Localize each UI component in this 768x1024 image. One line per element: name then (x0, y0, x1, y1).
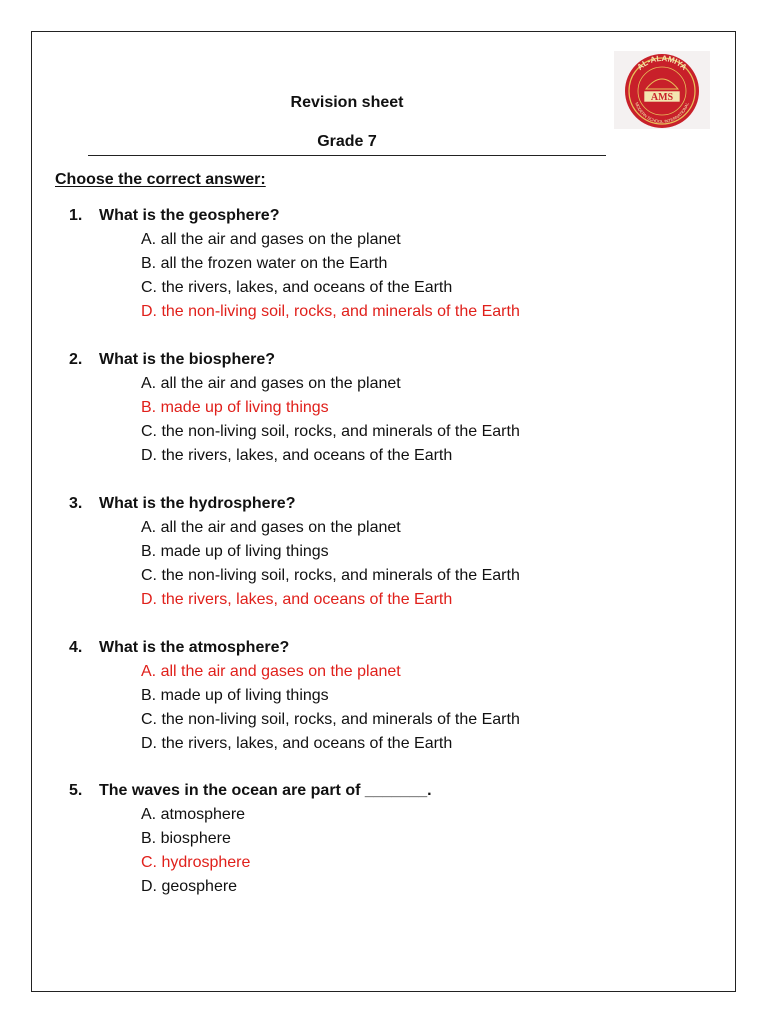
correct-answer-option: D. the non-living soil, rocks, and minerals of the Earth (141, 303, 520, 320)
logo-top-text: AL-ALAMIYA (635, 53, 689, 72)
question-number: 2. (69, 351, 83, 368)
answer-option: A. all the air and gases on the planet (141, 375, 401, 392)
answer-option: A. all the air and gases on the planet (141, 231, 401, 248)
answer-option: C. the rivers, lakes, and oceans of the Earth (141, 279, 453, 296)
question-text: What is the biosphere? (99, 351, 276, 368)
question-number: 5. (69, 782, 83, 799)
correct-answer-option: B. made up of living things (141, 399, 329, 416)
answer-option: D. geosphere (141, 878, 238, 895)
question-text: The waves in the ocean are part of _______. (99, 782, 432, 799)
correct-answer-option: A. all the air and gases on the planet (141, 663, 401, 680)
question-number: 4. (69, 639, 83, 656)
logo-bottom-text: MODERN SCHOOL INTERNATIONAL (634, 101, 690, 125)
question-number: 3. (69, 495, 83, 512)
answer-option: C. the non-living soil, rocks, and minerals of the Earth (141, 567, 520, 584)
answer-option: D. the rivers, lakes, and oceans of the Earth (141, 735, 453, 752)
question-text: What is the hydrosphere? (99, 495, 296, 512)
question-number: 1. (69, 207, 83, 224)
answer-option: A. all the air and gases on the planet (141, 519, 401, 536)
sheet-title: Revision sheet (290, 94, 404, 111)
answer-option: C. the non-living soil, rocks, and minerals of the Earth (141, 423, 520, 440)
school-logo (614, 51, 710, 129)
answer-option: B. made up of living things (141, 543, 329, 560)
answer-option: B. made up of living things (141, 687, 329, 704)
answer-option: A. atmosphere (141, 806, 246, 823)
answer-option: B. biosphere (141, 830, 231, 847)
instruction-heading: Choose the correct answer: (55, 171, 266, 188)
question-text: What is the geosphere? (99, 207, 280, 224)
grade-label: Grade 7 (317, 133, 377, 150)
question-text: What is the atmosphere? (99, 639, 290, 656)
answer-option: C. the non-living soil, rocks, and minerals of the Earth (141, 711, 520, 728)
correct-answer-option: D. the rivers, lakes, and oceans of the Earth (141, 591, 453, 608)
logo-initials: AMS (650, 92, 674, 103)
answer-option: D. the rivers, lakes, and oceans of the Earth (141, 447, 453, 464)
correct-answer-option: C. hydrosphere (141, 854, 251, 871)
answer-option: B. all the frozen water on the Earth (141, 255, 388, 272)
header-divider (88, 155, 606, 156)
